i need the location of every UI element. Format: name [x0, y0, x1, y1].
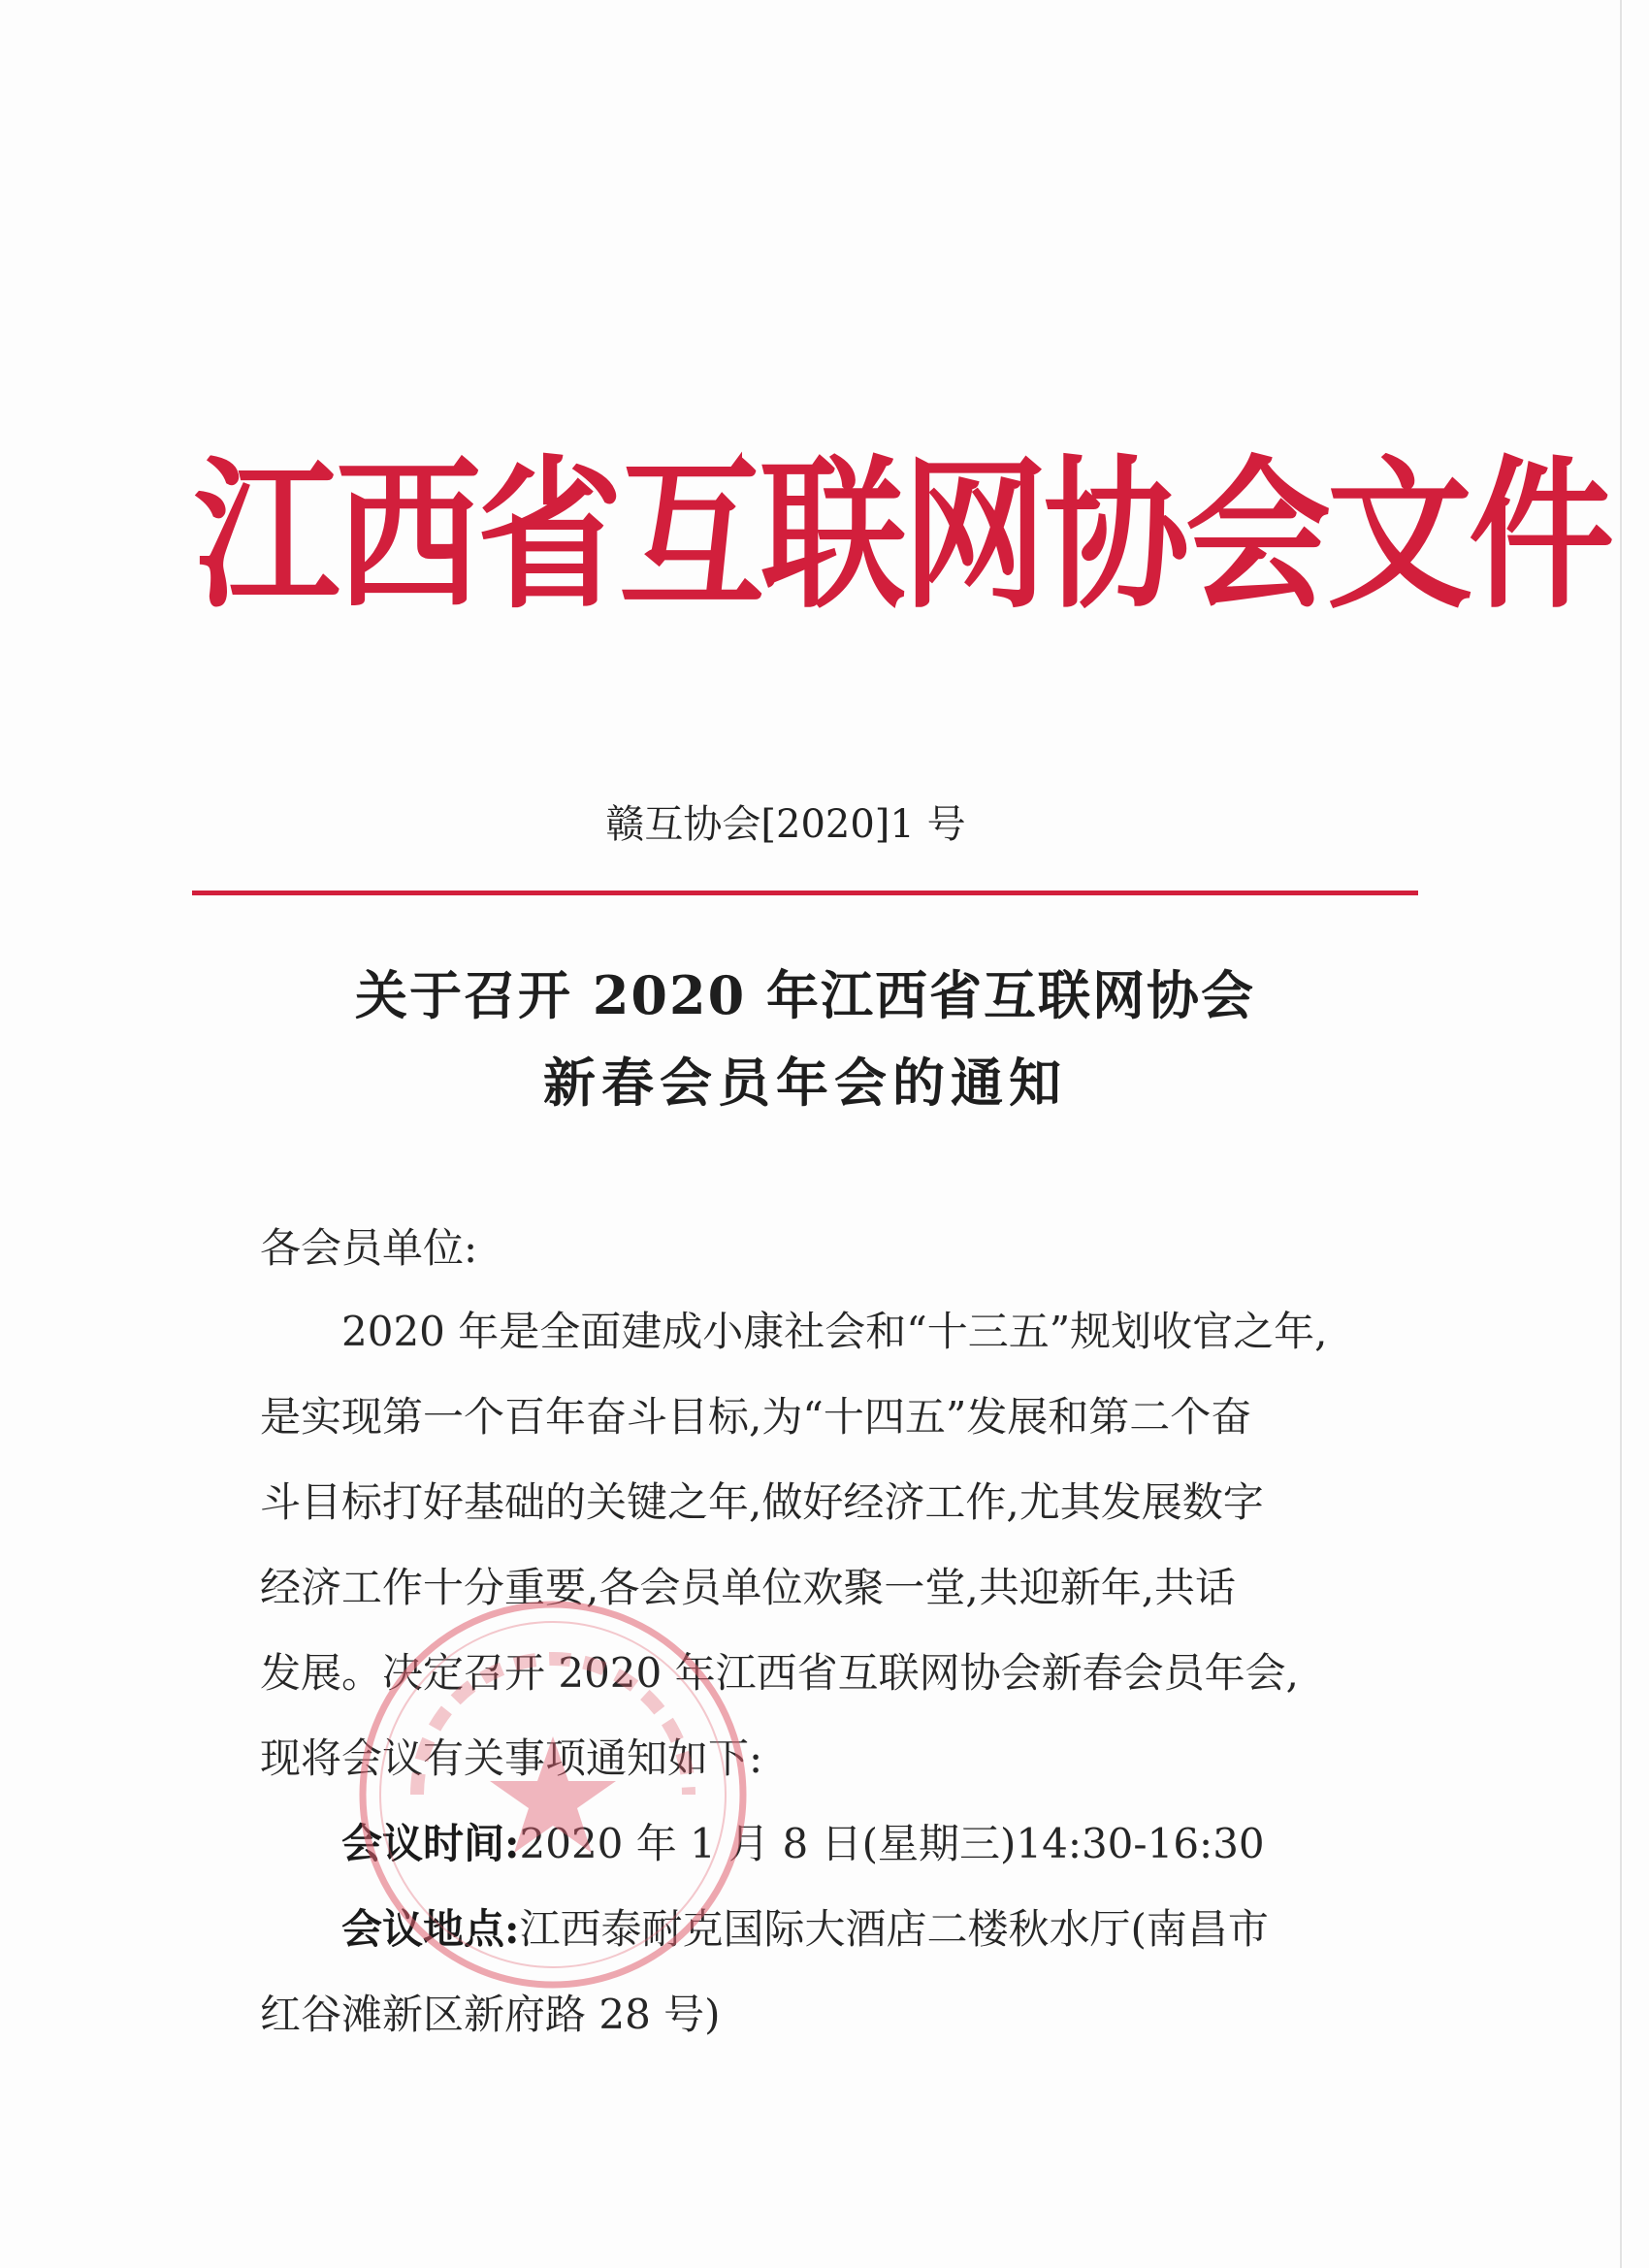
meeting-place-label: 会议地点:	[341, 1905, 520, 1953]
body-line-4: 经济工作十分重要,各会员单位欢聚一堂,共迎新年,共话	[260, 1564, 1237, 1611]
body-line-1: 2020 年是全面建成小康社会和“十三五”规划收官之年,	[341, 1308, 1328, 1355]
document-number: 赣互协会[2020]1 号	[605, 802, 966, 847]
red-divider-rule	[192, 891, 1418, 895]
meeting-place-continued: 红谷滩新区新府路 28 号)	[260, 1991, 721, 2038]
notice-title-line-2: 新春会员年会的通知	[543, 1052, 1067, 1114]
body-line-3: 斗目标打好基础的关键之年,做好经济工作,尤其发展数字	[260, 1478, 1264, 1526]
meeting-time-value: 2020 年 1 月 8 日(星期三)14:30-16:30	[519, 1820, 1265, 1867]
meeting-place-row	[260, 1901, 1467, 1958]
meeting-place-value: 江西泰耐克国际大酒店二楼秋水厅(南昌市	[519, 1905, 1269, 1953]
meeting-time-row	[260, 1816, 1467, 1872]
body-line-6: 现将会议有关事项通知如下:	[260, 1734, 763, 1782]
masthead-title: 江西省互联网协会文件	[194, 439, 1611, 632]
scan-edge-line	[1620, 0, 1622, 2268]
body-line-2: 是实现第一个百年奋斗目标,为“十四五”发展和第二个奋	[260, 1393, 1252, 1441]
notice-title-line-1: 关于召开 2020 年江西省互联网协会	[355, 964, 1255, 1026]
salutation: 各会员单位:	[260, 1224, 478, 1272]
body-line-5: 发展。决定召开 2020 年江西省互联网协会新春会员年会,	[260, 1649, 1299, 1697]
meeting-time-label: 会议时间:	[341, 1820, 520, 1867]
